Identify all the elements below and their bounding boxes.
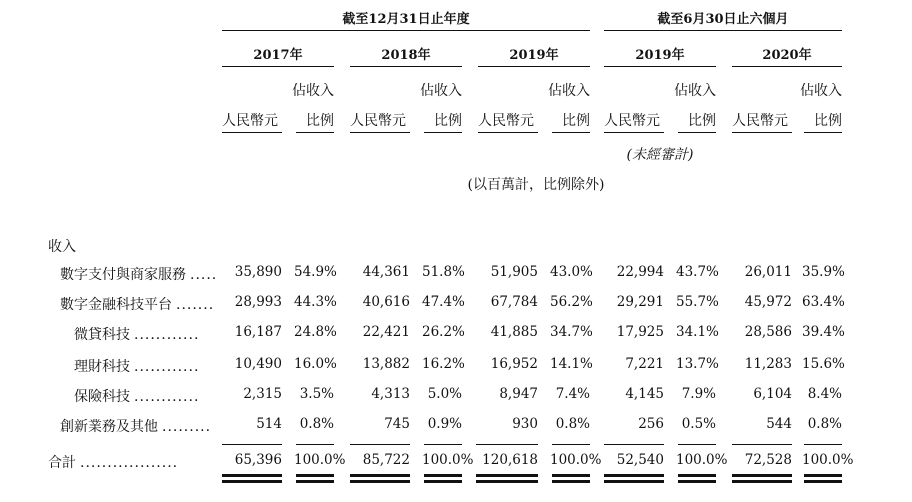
amount-cell: 41,885 — [490, 324, 538, 340]
rule-colhead — [350, 132, 410, 133]
rule-colhead — [804, 132, 842, 133]
amount-cell: 745 — [384, 416, 410, 432]
row-label — [74, 356, 199, 376]
ratio-cell: 34.1% — [676, 324, 719, 340]
amount-cell: 10,490 — [234, 356, 282, 372]
amount-cell: 28,993 — [234, 294, 282, 310]
year-header-2018: 2018年 — [381, 48, 431, 63]
ratio-cell: 3.5% — [299, 386, 334, 402]
amount-cell: 52,540 — [616, 452, 664, 468]
ratio-cell: 8.4% — [807, 386, 842, 402]
row-label — [60, 264, 217, 284]
ratio-cell: 0.8% — [299, 416, 334, 432]
ratio-cell: 14.1% — [550, 356, 593, 372]
ratio-header-line1: 佔收入 — [292, 83, 334, 99]
row-label-text: 數字金融科技平台 — [60, 297, 172, 313]
ratio-cell: 44.3% — [294, 294, 337, 310]
ratio-cell: 26.2% — [422, 324, 465, 340]
rule-above-total — [604, 444, 664, 445]
double-rule-below-total — [604, 480, 664, 483]
row-leader-dots: ......... — [162, 419, 212, 435]
double-rule-below-total — [296, 480, 334, 483]
ratio-cell: 47.4% — [422, 294, 465, 310]
row-leader-dots: ..... — [190, 267, 218, 283]
ratio-cell: 43.0% — [550, 264, 593, 280]
amount-cell: 22,994 — [616, 264, 664, 280]
double-rule-below-total — [222, 480, 282, 483]
currency-header: 人民幣元 — [604, 113, 660, 129]
ratio-header-line1: 佔收入 — [674, 83, 716, 99]
unit-note: (以百萬計，比例除外) — [467, 177, 605, 193]
rule-year-2019 — [478, 66, 590, 67]
amount-cell: 13,882 — [362, 356, 410, 372]
ratio-header-line2: 比例 — [814, 113, 842, 129]
total-label — [48, 452, 178, 472]
amount-cell: 72,528 — [744, 452, 792, 468]
year-header-2019-h1: 2019年 — [635, 48, 685, 63]
ratio-cell: 100.0% — [294, 452, 346, 468]
amount-cell: 26,011 — [744, 264, 792, 280]
amount-cell: 29,291 — [616, 294, 664, 310]
amount-cell: 930 — [512, 416, 538, 432]
ratio-header-line1: 佔收入 — [420, 83, 462, 99]
row-label — [74, 324, 199, 344]
ratio-header-line1: 佔收入 — [548, 83, 590, 99]
row-leader-dots: ....... — [176, 297, 215, 313]
amount-cell: 2,315 — [243, 386, 282, 402]
ratio-header-line2: 比例 — [306, 113, 334, 129]
year-header-2020-h1: 2020年 — [762, 48, 812, 63]
ratio-cell: 54.9% — [294, 264, 337, 280]
rule-colhead — [732, 132, 792, 133]
ratio-cell: 100.0% — [802, 452, 854, 468]
double-rule-below-total — [222, 474, 282, 477]
amount-cell: 65,396 — [234, 452, 282, 468]
rule-colhead — [222, 132, 282, 133]
rule-colhead — [478, 132, 538, 133]
double-rule-below-total — [476, 480, 538, 483]
amount-cell: 17,925 — [616, 324, 664, 340]
ratio-header-line2: 比例 — [434, 113, 462, 129]
rule-above-total — [678, 444, 716, 445]
section-title: 收入 — [48, 239, 76, 255]
amount-cell: 16,187 — [234, 324, 282, 340]
row-label-text: 理財科技 — [74, 359, 130, 375]
double-rule-below-total — [804, 480, 842, 483]
row-label-text: 合計 — [48, 455, 76, 471]
amount-cell: 45,972 — [744, 294, 792, 310]
ratio-cell: 0.8% — [807, 416, 842, 432]
row-label — [60, 416, 211, 436]
ratio-cell: 39.4% — [802, 324, 845, 340]
amount-cell: 28,586 — [744, 324, 792, 340]
ratio-cell: 43.7% — [676, 264, 719, 280]
currency-header: 人民幣元 — [732, 113, 788, 129]
rule-colhead — [424, 132, 462, 133]
rule-group-annual — [222, 30, 590, 31]
ratio-cell: 16.2% — [422, 356, 465, 372]
amount-cell: 11,283 — [744, 356, 792, 372]
amount-cell: 120,618 — [482, 452, 538, 468]
ratio-cell: 51.8% — [422, 264, 465, 280]
rule-colhead — [678, 132, 716, 133]
amount-cell: 6,104 — [753, 386, 792, 402]
row-label-text: 微貸科技 — [74, 327, 130, 343]
double-rule-below-total — [604, 474, 664, 477]
ratio-cell: 13.7% — [676, 356, 719, 372]
double-rule-below-total — [804, 474, 842, 477]
double-rule-below-total — [678, 474, 716, 477]
ratio-header-line1: 佔收入 — [800, 83, 842, 99]
ratio-cell: 34.7% — [550, 324, 593, 340]
row-label-text: 數字支付與商家服務 — [60, 267, 186, 283]
double-rule-below-total — [350, 474, 410, 477]
double-rule-below-total — [476, 474, 538, 477]
rule-above-total — [222, 444, 282, 445]
double-rule-below-total — [350, 480, 410, 483]
row-label — [74, 386, 199, 406]
amount-cell: 4,313 — [371, 386, 410, 402]
ratio-cell: 0.9% — [427, 416, 462, 432]
year-header-2019: 2019年 — [509, 48, 559, 63]
amount-cell: 85,722 — [362, 452, 410, 468]
rule-year-2019-h1 — [604, 66, 716, 67]
currency-header: 人民幣元 — [478, 113, 534, 129]
amount-cell: 514 — [256, 416, 282, 432]
header-group-halfyear: 截至6月30日止六個月 — [657, 12, 789, 27]
ratio-cell: 0.8% — [555, 416, 590, 432]
ratio-cell: 5.0% — [427, 386, 462, 402]
rule-above-total — [476, 444, 538, 445]
double-rule-below-total — [552, 480, 590, 483]
amount-cell: 67,784 — [490, 294, 538, 310]
currency-header: 人民幣元 — [350, 113, 406, 129]
rule-above-total — [732, 444, 792, 445]
rule-colhead — [604, 132, 664, 133]
amount-cell: 44,361 — [362, 264, 410, 280]
ratio-cell: 24.8% — [294, 324, 337, 340]
ratio-header-line2: 比例 — [562, 113, 590, 129]
amount-cell: 7,221 — [625, 356, 664, 372]
double-rule-below-total — [424, 480, 462, 483]
rule-year-2018 — [350, 66, 462, 67]
ratio-cell: 55.7% — [676, 294, 719, 310]
ratio-cell: 7.4% — [555, 386, 590, 402]
double-rule-below-total — [424, 474, 462, 477]
double-rule-below-total — [296, 474, 334, 477]
ratio-cell: 0.5% — [681, 416, 716, 432]
currency-header: 人民幣元 — [222, 113, 278, 129]
rule-colhead — [552, 132, 590, 133]
row-leader-dots: .................. — [80, 455, 179, 471]
rule-colhead — [296, 132, 334, 133]
amount-cell: 40,616 — [362, 294, 410, 310]
row-label-text: 保險科技 — [74, 389, 130, 405]
rule-above-total — [424, 444, 462, 445]
rule-group-halfyear — [604, 30, 842, 31]
amount-cell: 35,890 — [234, 264, 282, 280]
rule-year-2017 — [222, 66, 334, 67]
amount-cell: 256 — [638, 416, 664, 432]
rule-above-total — [350, 444, 410, 445]
year-header-2017: 2017年 — [253, 48, 303, 63]
amount-cell: 16,952 — [490, 356, 538, 372]
ratio-cell: 35.9% — [802, 264, 845, 280]
row-label-text: 創新業務及其他 — [60, 419, 158, 435]
ratio-cell: 100.0% — [422, 452, 474, 468]
amount-cell: 544 — [766, 416, 792, 432]
ratio-cell: 56.2% — [550, 294, 593, 310]
ratio-cell: 100.0% — [676, 452, 728, 468]
rule-above-total — [552, 444, 590, 445]
row-leader-dots: ............ — [134, 359, 200, 375]
row-leader-dots: ............ — [134, 389, 200, 405]
double-rule-below-total — [678, 480, 716, 483]
ratio-cell: 100.0% — [550, 452, 602, 468]
ratio-cell: 63.4% — [802, 294, 845, 310]
row-label — [60, 294, 214, 314]
header-group-annual: 截至12月31日止年度 — [342, 12, 470, 27]
rule-year-2020-h1 — [732, 66, 842, 67]
amount-cell: 8,947 — [499, 386, 538, 402]
rule-above-total — [804, 444, 842, 445]
amount-cell: 51,905 — [490, 264, 538, 280]
amount-cell: 22,421 — [362, 324, 410, 340]
row-leader-dots: ............ — [134, 327, 200, 343]
ratio-header-line2: 比例 — [688, 113, 716, 129]
double-rule-below-total — [552, 474, 590, 477]
double-rule-below-total — [732, 474, 792, 477]
ratio-cell: 15.6% — [802, 356, 845, 372]
double-rule-below-total — [732, 480, 792, 483]
ratio-cell: 16.0% — [294, 356, 337, 372]
rule-above-total — [296, 444, 334, 445]
amount-cell: 4,145 — [625, 386, 664, 402]
ratio-cell: 7.9% — [681, 386, 716, 402]
unaudited-note: (未經審計) — [626, 147, 694, 163]
